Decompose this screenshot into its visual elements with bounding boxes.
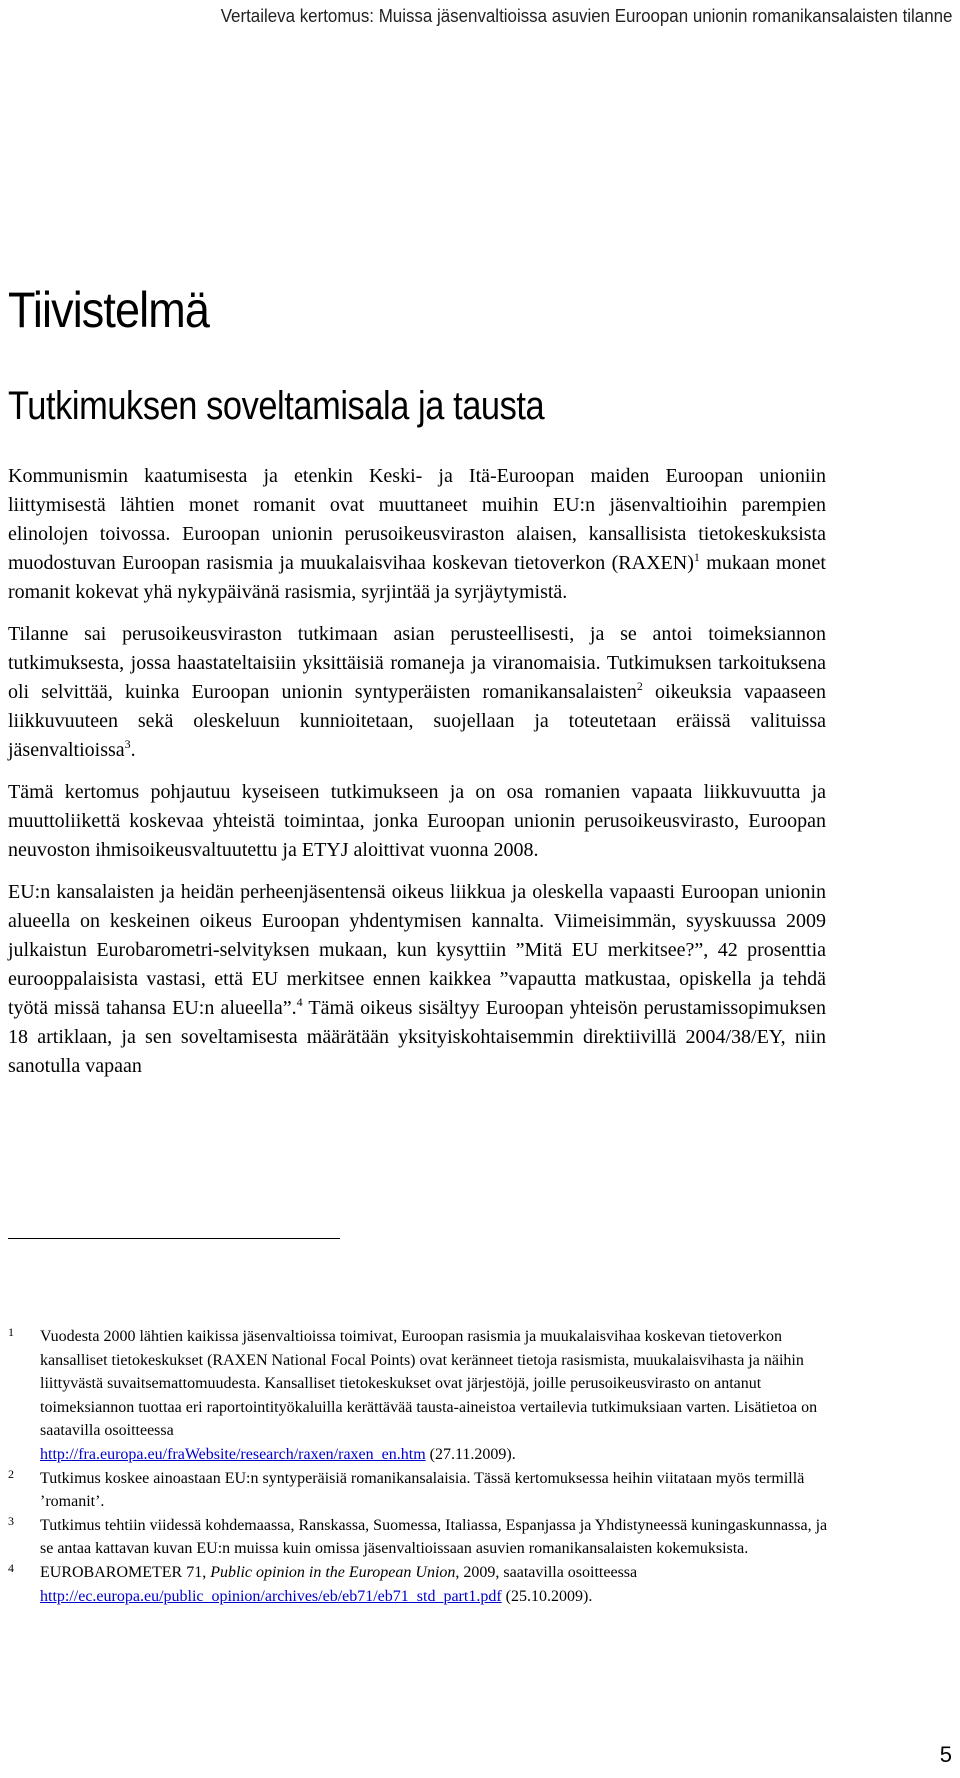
footnote-ref-4: 4 <box>296 995 303 1009</box>
running-header: Vertaileva kertomus: Muissa jäsenvaltioissa asuvien Euroopan unionin romanikansalaisten tilanne <box>220 6 952 26</box>
footnote-4: 4 EUROBAROMETER 71, Public opinion in the European Union, 2009, saatavilla osoitteessa http://ec.europa.eu/public_opinion/archives/eb/eb71/eb71_std_part1.pdf (25.10.2009). <box>8 1560 638 1605</box>
footnote-ref-2: 2 <box>636 679 643 693</box>
page-number: 5 <box>939 1742 952 1767</box>
publication-title: Public opinion in the European Union <box>210 1563 456 1581</box>
raxen-link[interactable]: http://fra.europa.eu/fraWebsite/research/raxen/raxen_en.htm <box>40 1445 426 1463</box>
footnote-number: 3 <box>8 1513 14 1528</box>
footnote-3: 3 Tutkimus tehtiin viidessä kohdemaassa, Ranskassa, Suomessa, Italiassa, Espanjassa ja Yhdistyneessä kuningaskunnassa, ja se antaa kattavan kuvan EU:n muissa kuin omissa jäsenvaltioissaan asuvien romanikansalaisten kokemuksista. <box>8 1513 828 1558</box>
paragraph-4: EU:n kansalaisten ja heidän perheenjäsentensä oikeus liikkua ja oleskella vapaasti Euroopan unionin alueella on keskeinen oikeus Euroopan yhdentymisen kannalta. Viimeisimmän, syyskuussa 2009 julkaistun Eurobarometri-selvityksen mukaan, kun kysyttiin ”Mitä EU merkitsee?”, 42 prosenttia eurooppalaisista vastasi, että EU merkitsee ennen kaikkea ”vapautta matkustaa, opiskella ja tehdä työtä missä tahansa EU:n alueella”.$^4$ Tämä oikeus sisältyy Euroopan yhteisön perustamissopimuksen 18 artiklaan, ja sen soveltamisesta määrätään yksityiskohtaisemmin direktiivillä 2004/38/EY, niin sanotulla vapaan <box>8 881 826 1077</box>
footnote-ref-3: 3 <box>124 737 131 751</box>
footnotes <box>8 1325 830 1608</box>
footnote-separator <box>8 1238 340 1239</box>
footnote-number: 1 <box>8 1325 14 1339</box>
footnote-ref-1: 1 <box>693 550 700 564</box>
footnote-number: 2 <box>8 1466 14 1481</box>
paragraph-2: Tilanne sai perusoikeusviraston tutkimaan asian perusteellisesti, ja se antoi toimeksiannon tutkimuksesta, jossa haastateltaisiin yksittäisiä romaneja ja viranomaisia. Tutkimuksen tarkoituksena oli selvittää, kuinka Euroopan unionin syntyperäisten romanikansalaisten$^2$ oikeuksia vapaaseen liikkuvuuteen sekä oleskeluun kunnioitetaan, suojellaan ja toteutetaan eräissä valituissa jäsenvaltioissa$^3$. <box>8 623 826 761</box>
summary-title: Tiivistelmä <box>8 282 209 338</box>
body-text <box>8 462 826 1094</box>
footnote-2: 2 Tutkimus koskee ainoastaan EU:n syntyperäisiä romanikansalaisia. Tässä kertomuksessa heihin viitataan myös termillä ’romanit’. <box>8 1466 805 1511</box>
footnote-number: 4 <box>8 1560 14 1575</box>
footnote-1: 1 Vuodesta 2000 lähtien kaikissa jäsenvaltioissa toimivat, Euroopan rasismia ja muukalaisvihaa koskevan tietoverkon kansalliset tietokeskukset (RAXEN National Focal Points) ovat keränneet tietoja rasismista, muukalaisvihasta ja näihin liittyvästä suvaitsemattomuudesta. Kansalliset tietokeskukset ovat järjestöjä, joille perusoikeusvirasto on antanut toimeksiannon tuottaa eri raportointityökaluilla kerättävää tausta-aineistoa vertailevia tutkimuksiaan varten. Lisätietoa on saatavilla osoitteessa http://fra.europa.eu/fraWebsite/research/raxen/raxen_en.htm (27.11.2009). <box>8 1325 818 1463</box>
paragraph-1: Kommunismin kaatumisesta ja etenkin Keski- ja Itä-Euroopan maiden Euroopan unioniin liittymisestä lähtien monet romanit ovat muuttaneet muihin EU:n jäsenvaltioihin parempien elinolojen toivossa. Euroopan unionin perusoikeusviraston alaisen, kansallisista tietokeskuksista muodostuvan Euroopan rasismia ja muukalaisvihaa koskevan tietoverkon (RAXEN)$^1$ mukaan monet romanit kokevat yhä nykypäivänä rasismia, syrjintää ja syrjäytymistä. <box>8 465 826 603</box>
paragraph-3: Tämä kertomus pohjautuu kyseiseen tutkimukseen ja on osa romanien vapaata liikkuvuutta ja muuttoliikettä koskevaa yhteistä toimintaa, jonka Euroopan unionin perusoikeusvirasto, Euroopan neuvoston ihmisoikeusvaltuutettu ja ETYJ aloittivat vuonna 2008. <box>8 781 826 861</box>
section-title: Tutkimuksen soveltamisala ja tausta <box>8 384 545 428</box>
eurobarometer-link[interactable]: http://ec.europa.eu/public_opinion/archives/eb/eb71/eb71_std_part1.pdf <box>40 1587 502 1605</box>
